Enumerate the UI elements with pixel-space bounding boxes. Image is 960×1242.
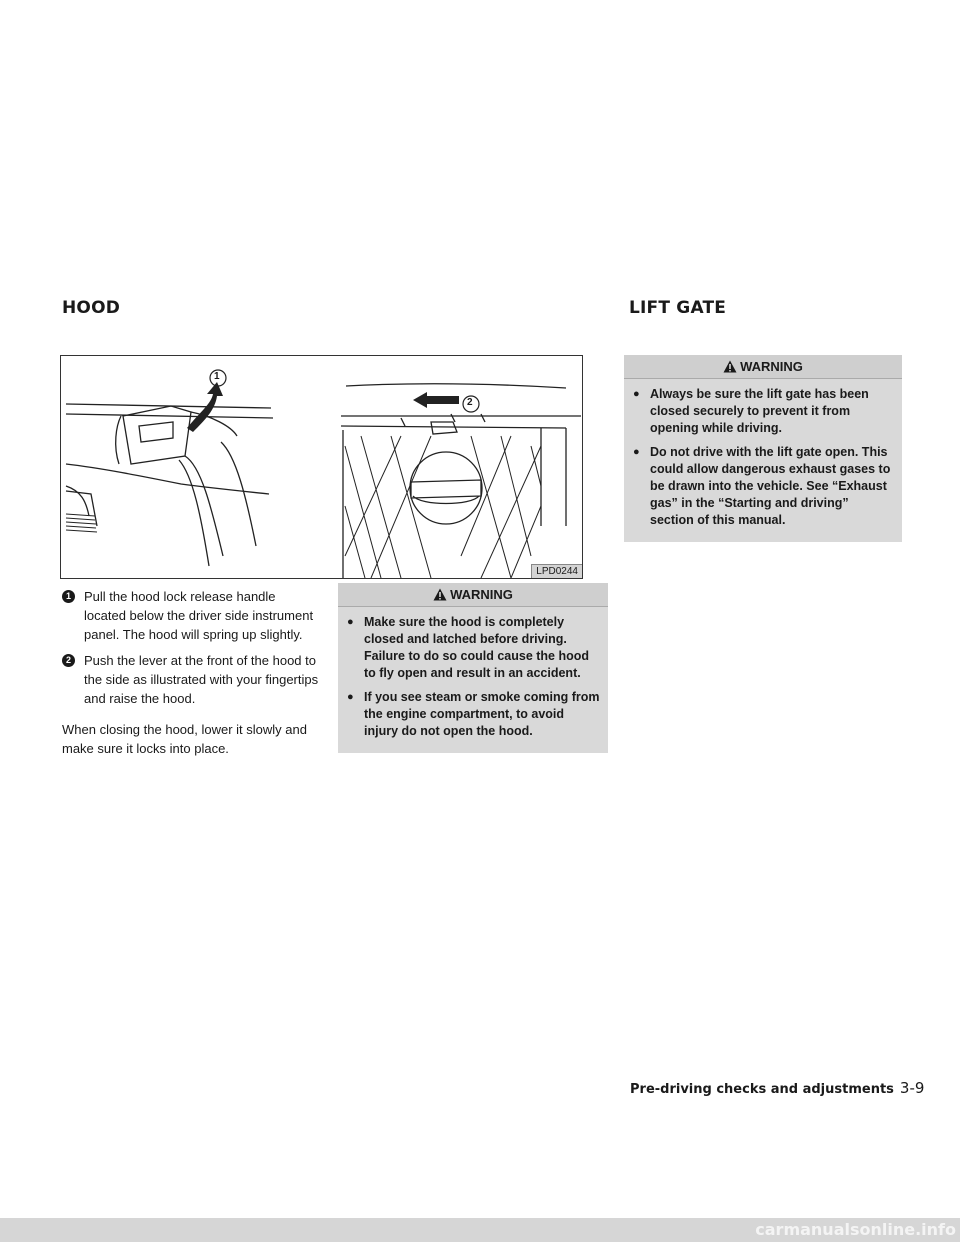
callout-1-label: 1 (214, 371, 220, 382)
callout-2-label: 2 (467, 397, 473, 408)
watermark-text: carmanualsonline.info (755, 1220, 956, 1239)
hood-warning-box (338, 583, 608, 753)
lift-gate-warning-box (624, 355, 902, 542)
bullet-icon: ● (347, 691, 354, 703)
warning-triangle-icon (723, 360, 737, 373)
page-number: 3-9 (899, 1079, 925, 1097)
hood-release-illustration (60, 355, 583, 579)
hood-warning-item-text: If you see steam or smoke coming from the engine compartment, to avoid injury do not open the hood. (364, 690, 600, 738)
step-number-1-icon: 1 (62, 590, 75, 603)
lift-gate-section-title: LIFT GATE (629, 298, 727, 318)
footer-chapter: Pre-driving checks and adjustments (630, 1082, 894, 1097)
lift-gate-warning-item-text: Always be sure the lift gate has been closed securely to prevent it from opening while driving. (650, 387, 869, 435)
hood-step-2 (62, 651, 320, 708)
hood-section-title: HOOD (62, 298, 121, 318)
lift-gate-warning-list (624, 379, 902, 542)
hood-step-1 (62, 587, 320, 644)
watermark-bar (0, 1218, 960, 1242)
hood-release-drawing (61, 356, 582, 578)
hood-step-2-text: Push the lever at the front of the hood to the side as illustrated with your fingertips and raise the hood. (84, 653, 319, 706)
hood-warning-item (347, 614, 600, 682)
bullet-icon: ● (633, 446, 640, 458)
hood-closing-text: When closing the hood, lower it slowly and make sure it locks into place. (62, 722, 307, 756)
warning-triangle-icon (433, 588, 447, 601)
hood-warning-item (347, 689, 600, 740)
lift-gate-warning-item (633, 386, 894, 437)
page-footer (630, 1079, 924, 1097)
hood-instructions (62, 587, 320, 758)
hood-warning-list (338, 607, 608, 753)
step-number-2-icon: 2 (62, 654, 75, 667)
hood-warning-header (338, 583, 608, 607)
hood-step-1-text: Pull the hood lock release handle located below the driver side instrument panel. The hood will spring up slightly. (84, 589, 314, 642)
hood-warning-title: WARNING (450, 587, 513, 602)
bullet-icon: ● (633, 388, 640, 400)
lift-gate-warning-item-text: Do not drive with the lift gate open. This could allow dangerous exhaust gases to be drawn into the vehicle. See “Exhaust gas” in the “Starting and driving” section of this manual. (650, 445, 891, 527)
figure-code: LPD0244 (531, 564, 582, 578)
bullet-icon: ● (347, 616, 354, 628)
lift-gate-warning-title: WARNING (740, 359, 803, 374)
hood-warning-item-text: Make sure the hood is completely closed and latched before driving. Failure to do so could cause the hood to fly open and result in an accident. (364, 615, 590, 680)
lift-gate-warning-item (633, 444, 894, 529)
lift-gate-warning-header (624, 355, 902, 379)
